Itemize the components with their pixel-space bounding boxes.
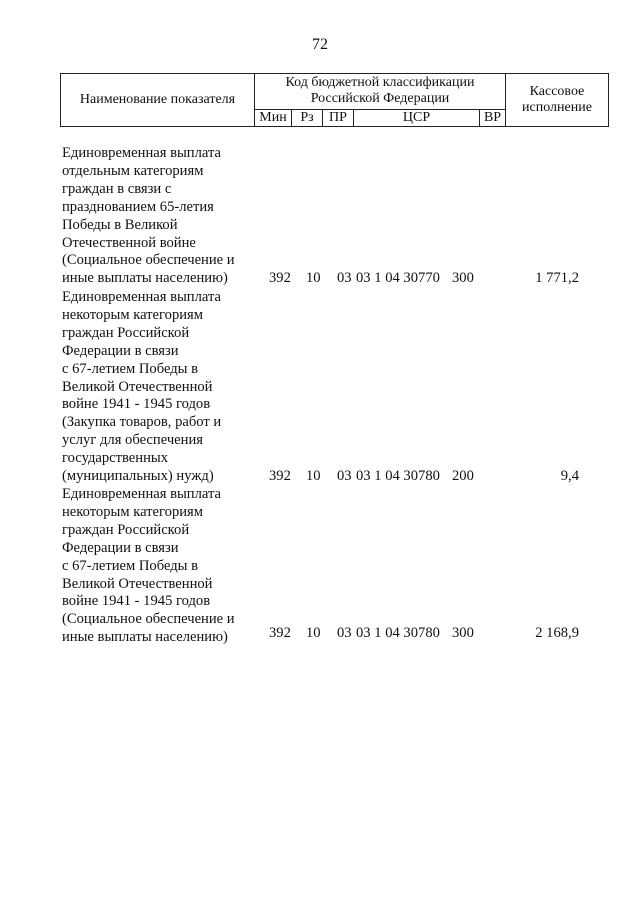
row-csr: 03 1 04 30780 [356, 625, 440, 641]
row-pr: 03 [337, 625, 352, 641]
row-rz: 10 [306, 468, 321, 484]
header-csr-label: ЦСР [354, 109, 480, 126]
row-amount: 1 771,2 [535, 270, 579, 286]
row-rz: 10 [306, 625, 321, 641]
row-min: 392 [269, 625, 291, 641]
row-vr: 300 [452, 270, 474, 286]
row-name: Единовременная выплата некоторым категориям граждан Российской Федерации в связи с 67-летием Победы в Великой Отечественной войне 1941 - 1945 годов (Социальное обеспечение и иные выплаты населению) [62, 486, 235, 646]
row-vr: 200 [452, 468, 474, 484]
header-pr-label: ПР [323, 109, 354, 126]
row-csr: 03 1 04 30770 [356, 270, 440, 286]
row-amount: 9,4 [560, 468, 579, 484]
row-csr: 03 1 04 30780 [356, 468, 440, 484]
row-pr: 03 [337, 270, 352, 286]
header-rz-label: Рз [292, 109, 323, 126]
table-header [60, 73, 609, 127]
row-name: Единовременная выплата отдельным категориям граждан в связи с празднованием 65-летия Победы в Великой Отечественной войне (Социальное обеспечение и иные выплаты населению) [62, 145, 235, 287]
row-min: 392 [269, 468, 291, 484]
row-pr: 03 [337, 468, 352, 484]
row-min: 392 [269, 270, 291, 286]
header-code-group-label: Код бюджетной классификации Российской Федерации [255, 74, 506, 110]
page-number: 72 [312, 36, 328, 53]
row-vr: 300 [452, 625, 474, 641]
header-vr-label: ВР [480, 109, 506, 126]
header-min-label: Мин [255, 109, 292, 126]
header-cash-label: Кассовое исполнение [506, 74, 609, 127]
header-name-label: Наименование показателя [61, 74, 255, 127]
row-rz: 10 [306, 270, 321, 286]
row-amount: 2 168,9 [535, 625, 579, 641]
row-name: Единовременная выплата некоторым категориям граждан Российской Федерации в связи с 67-летием Победы в Великой Отечественной войне 1941 - 1945 годов (Закупка товаров, работ и услуг для обеспечения государственных (муниципальных) нужд) [62, 289, 222, 485]
